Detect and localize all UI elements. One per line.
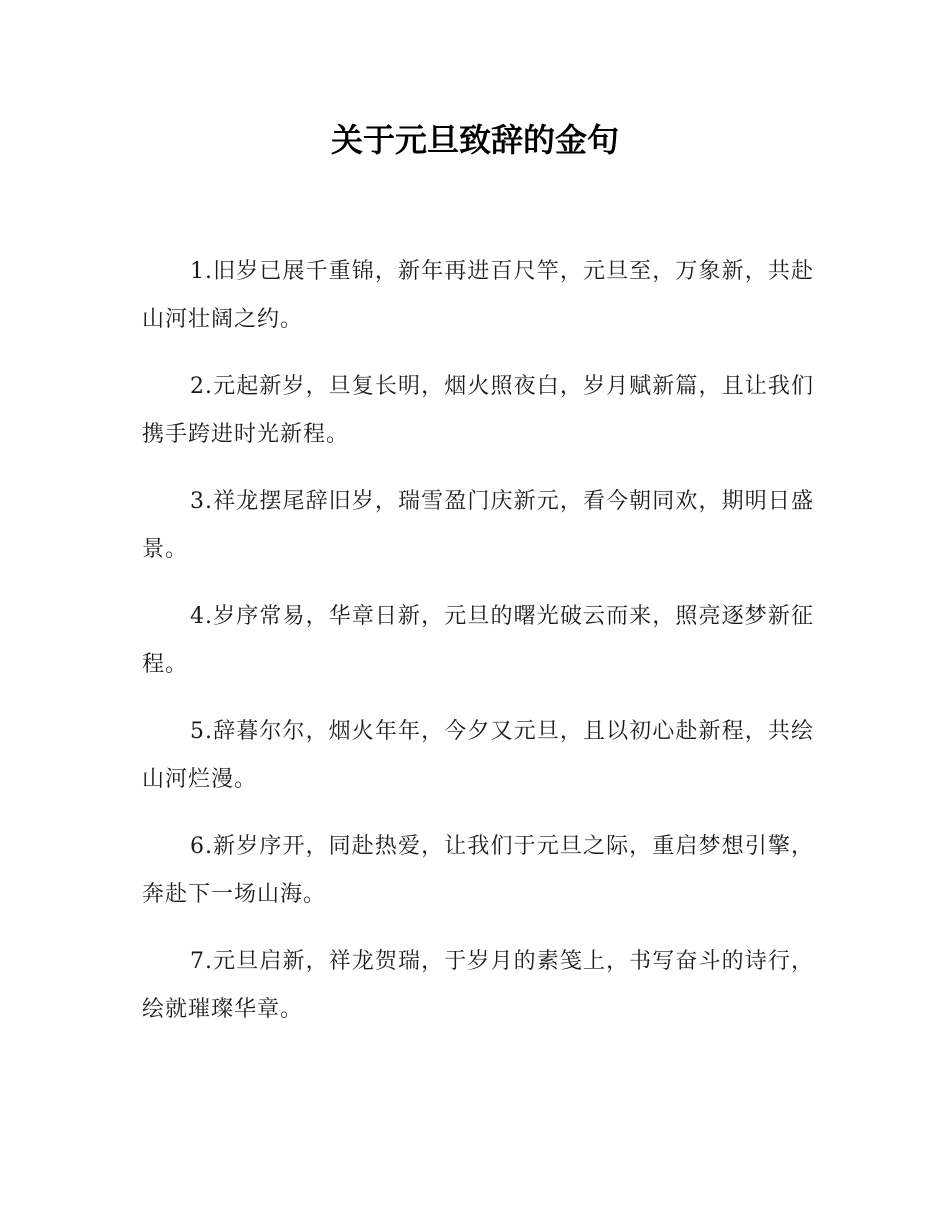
paragraph-1: 1.旧岁已展千重锦，新年再进百尺竿，元旦至，万象新，共赴山河壮阔之约。 (142, 259, 814, 332)
paragraph-7: 7.元旦启新，祥龙贺瑞，于岁月的素笺上，书写奋斗的诗行，绘就璀璨华章。 (142, 949, 814, 1022)
paragraph-3: 3.祥龙摆尾辞旧岁，瑞雪盈门庆新元，看今朝同欢，期明日盛景。 (142, 489, 814, 562)
paragraph-5: 5.辞暮尔尔，烟火年年，今夕又元旦，且以初心赴新程，共绘山河烂漫。 (142, 719, 814, 792)
paragraph-6: 6.新岁序开，同赴热爱，让我们于元旦之际，重启梦想引擎，奔赴下一场山海。 (142, 834, 814, 907)
document-title: 关于元旦致辞的金句 (330, 121, 619, 159)
document-body (142, 248, 814, 1053)
paragraph-2: 2.元起新岁，旦复长明，烟火照夜白，岁月赋新篇，且让我们携手跨进时光新程。 (142, 374, 814, 447)
paragraph-4: 4.岁序常易，华章日新，元旦的曙光破云而来，照亮逐梦新征程。 (142, 604, 814, 677)
